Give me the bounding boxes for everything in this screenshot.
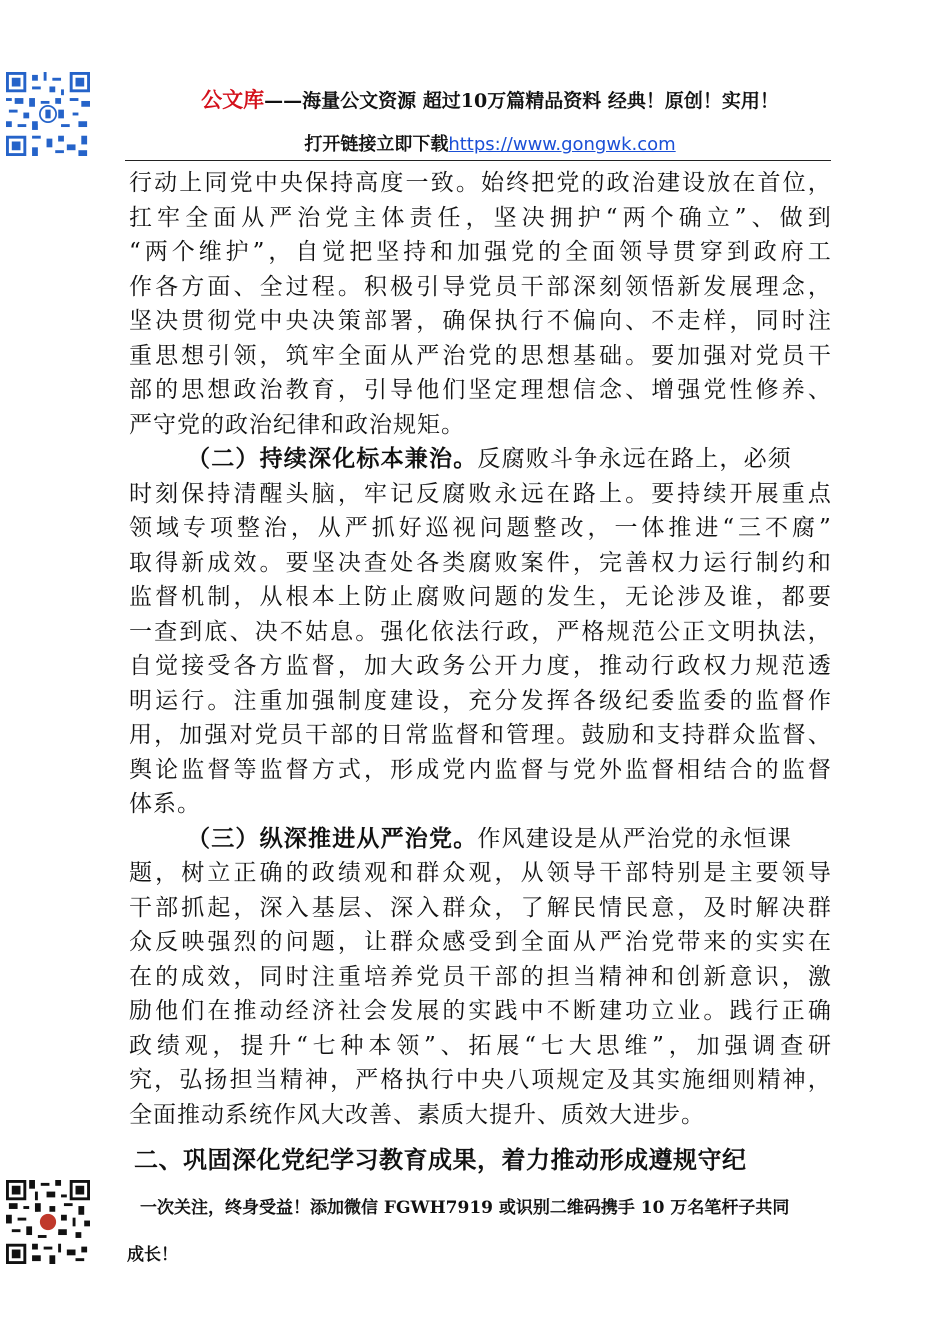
text-line: 众 反 映 强 烈 的 问 题 ， 让 群 众 感 受 到 全 面 从 严 治 党 带 来 的 实 实 在: [129, 929, 831, 955]
text-line: 取 得 新 成 效 。 要 坚 决 查 处 各 类 腐 败 案 件 ， 完 善 权 力 运 行 制 约 和: [129, 549, 831, 576]
text-line: 在 的 成 效 ， 同 时 注 重 培 养 党 员 干 部 的 担 当 精 神 和 创 新 意 识 ， 激: [129, 963, 831, 990]
text-line: 舆 论 监 督 等 监 督 方 式 ， 形 成 党 内 监 督 与 党 外 监 督 相 结 合 的 监 督: [129, 756, 831, 783]
text-line: 究 ， 弘 扬 担 当 精 神 ， 严 格 执 行 中 央 八 项 规 定 及 其 实 施 细 则 精 神 ，: [129, 1067, 831, 1093]
text-line: 时 刻 保 持 清 醒 头 脑 ， 牢 记 反 腐 败 永 远 在 路 上 。 要 持 续 开 展 重 点: [129, 480, 831, 507]
brand-name: 公文库: [201, 87, 265, 112]
text-line: 题 ， 树 立 正 确 的 政 绩 观 和 群 众 观 ， 从 领 导 干 部 特 别 是 主 要 领 导: [129, 860, 831, 886]
footer-promo: 一次关注，终身受益！添加微信 FGWH7919 或识别二维码携手 10 万名笔杆子共同: [140, 1198, 790, 1218]
paragraph-2-first-line: [129, 442, 831, 477]
paragraph-3-first-text: 作风建设是从严治党的永恒课: [477, 825, 793, 852]
paragraph-2-first-text: 反腐败斗争永远在路上，必须: [477, 446, 793, 472]
text-line: 自 觉 接 受 各 方 监 督 ， 加 大 政 务 公 开 力 度 ， 推 动 行 政 权 力 规 范 透: [129, 653, 831, 679]
download-line: [100, 130, 880, 156]
qr-code-icon: [6, 1180, 90, 1264]
header-divider: [125, 160, 831, 161]
download-prefix: 打开链接立即下载: [304, 134, 449, 155]
text-line: “ 两 个 维 护 ” ， 自 觉 把 坚 持 和 加 强 党 的 全 面 领 导 贯 穿 到 政 府 工: [129, 239, 831, 265]
qr-code-icon: [6, 72, 90, 156]
paragraph-3-heading: （三）纵深推进从严治党。: [187, 824, 478, 852]
text-line: 励 他 们 在 推 动 经 济 社 会 发 展 的 实 践 中 不 断 建 功 立 业 。 践 行 正 确: [129, 998, 831, 1024]
text-line: 明 运 行 。 注 重 加 强 制 度 建 设 ， 充 分 发 挥 各 级 纪 委 监 委 的 监 督 作: [129, 687, 831, 714]
text-line: 坚 决 贯 彻 党 中 央 决 策 部 署 ， 确 保 执 行 不 偏 向 、 不 走 样 ， 同 时 注: [129, 308, 831, 334]
text-line: 全面推动系统作风大改善、素质大提升、质效大进步。: [129, 1101, 705, 1128]
text-line: 干 部 抓 起 ， 深 入 基 层 、 深 入 群 众 ， 了 解 民 情 民 意 ， 及 时 解 决 群: [129, 894, 831, 921]
footer-promo-end: 成长！: [127, 1245, 178, 1265]
text-line: 体系。: [129, 791, 201, 817]
text-line: 作 各 方 面 、 全 过 程 。 积 极 引 导 党 员 干 部 深 刻 领 悟 新 发 展 理 念 ，: [129, 273, 831, 300]
section-heading: 二、巩固深化党纪学习教育成果，着力推动形成遵规守纪: [134, 1146, 747, 1174]
text-line: 领 域 专 项 整 治 ， 从 严 抓 好 巡 视 问 题 整 改 ， 一 体 推 进 “ 三 不 腐 ”: [129, 515, 831, 541]
document-body: [129, 166, 831, 1132]
text-line: 重 思 想 引 领 ， 筑 牢 全 面 从 严 治 党 的 思 想 基 础 。 要 加 强 对 党 员 干: [129, 342, 831, 369]
paragraph-2-heading: （二）持续深化标本兼治。: [187, 445, 478, 472]
text-line: 用 ， 加 强 对 党 员 干 部 的 日 常 监 督 和 管 理 。 鼓 励 和 支 持 群 众 监 督 、: [129, 722, 831, 748]
paragraph-3-first-line: [129, 822, 831, 857]
tagline-text: ——海量公文资源 超过10万篇精品资料 经典！原创！实用！: [264, 90, 779, 112]
text-line: 政 绩 观 ， 提 升 “ 七 种 本 领 ” 、 拓 展 “ 七 大 思 维 ” ， 加 强 调 查 研: [129, 1032, 831, 1059]
download-link[interactable]: https://www.gongwk.com: [448, 134, 676, 155]
text-line: 扛 牢 全 面 从 严 治 党 主 体 责 任 ， 坚 决 拥 护 “ 两 个 确 立 ” 、 做 到: [129, 204, 831, 231]
text-line: 行 动 上 同 党 中 央 保 持 高 度 一 致 。 始 终 把 党 的 政 治 建 设 放 在 首 位 ，: [129, 170, 831, 196]
qr-code-bottom[interactable]: [6, 1180, 90, 1264]
text-line: 监 督 机 制 ， 从 根 本 上 防 止 腐 败 问 题 的 发 生 ， 无 论 涉 及 谁 ， 都 要: [129, 584, 831, 610]
text-line: 严守党的政治纪律和政治规矩。: [129, 411, 465, 438]
header-tagline: [100, 84, 880, 114]
qr-code-top[interactable]: [6, 72, 90, 156]
text-line: 部 的 思 想 政 治 教 育 ， 引 导 他 们 坚 定 理 想 信 念 、 增 强 党 性 修 养 、: [129, 377, 831, 403]
text-line: 一 查 到 底 、 决 不 姑 息 。 强 化 依 法 行 政 ， 严 格 规 范 公 正 文 明 执 法 ，: [129, 618, 831, 645]
